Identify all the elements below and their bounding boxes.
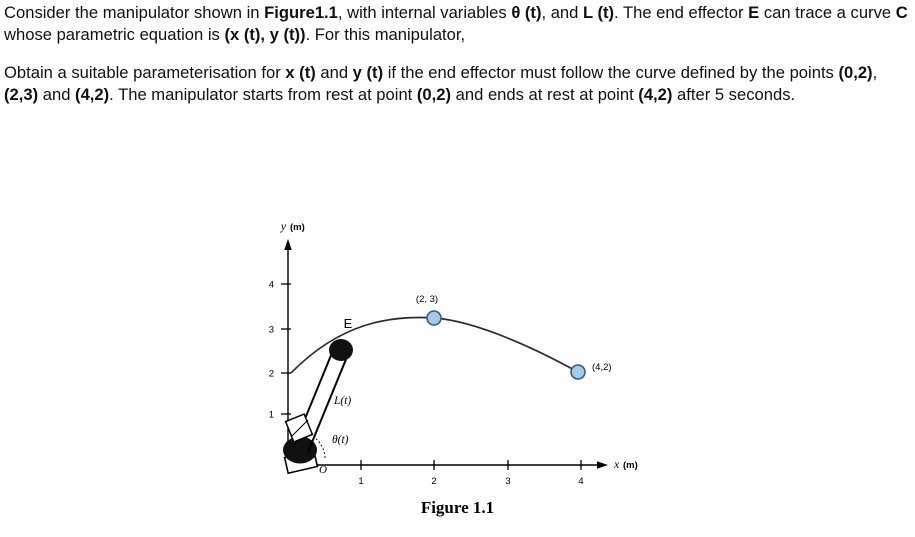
text-run: Obtain a suitable parameterisation for — [4, 62, 286, 82]
x-axis-arrow — [597, 461, 608, 469]
y-axis-label: y — [280, 221, 286, 233]
text-run: x (t) — [285, 62, 316, 82]
x-tick-label-3: 3 — [505, 476, 511, 487]
text-run: . For this manipulator, — [305, 24, 466, 44]
x-tick-label-2: 2 — [431, 476, 437, 487]
text-run: (4,2) — [75, 84, 110, 104]
text-run: , — [872, 62, 878, 82]
point-marker-end — [571, 365, 585, 379]
text-run: , and — [541, 3, 584, 22]
text-run: (x (t), y (t)) — [224, 24, 306, 44]
text-run: (0,2) — [416, 84, 452, 104]
y-tick-label-2: 2 — [268, 368, 274, 380]
text-run: E — [748, 3, 760, 22]
point-label-mid: (2, 3) — [415, 294, 439, 305]
text-run: y (t) — [352, 62, 384, 82]
text-run: if the end effector must follow the curve defined by the points — [383, 62, 839, 82]
point-marker-mid — [427, 311, 441, 325]
problem-statement — [4, 2, 912, 106]
end-effector-label: E — [343, 316, 353, 331]
origin-label: O — [319, 464, 327, 476]
manipulator-diagram — [0, 205, 915, 505]
link-length-label: L(t) — [334, 395, 352, 407]
text-run: . The end effector — [614, 3, 749, 22]
text-run: L (t) — [583, 3, 615, 22]
figure-1-1 — [0, 205, 915, 517]
y-axis-arrow — [284, 239, 292, 250]
x-axis-unit: (m) — [623, 460, 638, 471]
text-run: and ends at rest at point — [451, 84, 639, 104]
text-run: can trace a curve — [759, 3, 896, 22]
text-run: . The manipulator starts from rest at point — [109, 84, 417, 104]
text-run: C — [895, 3, 908, 22]
figure-caption: Figure 1.1 — [420, 498, 495, 517]
text-run: and — [315, 62, 353, 82]
x-tick-label-1: 1 — [358, 476, 364, 487]
paragraph-2 — [4, 62, 912, 106]
y-axis-unit: (m) — [290, 222, 305, 233]
y-tick-label-4: 4 — [268, 279, 274, 291]
text-run: (2,3) — [4, 84, 39, 104]
prismatic-slider — [286, 414, 313, 442]
text-run: (4,2) — [638, 84, 673, 104]
paragraph-1 — [4, 2, 912, 46]
x-axis-label: x — [614, 459, 620, 471]
y-tick-label-1: 1 — [268, 409, 274, 421]
end-effector-joint — [329, 339, 353, 361]
text-run: and — [38, 84, 76, 104]
text-run: after 5 seconds. — [672, 84, 796, 104]
point-label-end: (4,2) — [592, 362, 612, 373]
text-run: (0,2) — [838, 62, 873, 82]
x-tick-label-4: 4 — [578, 476, 584, 487]
joint-angle-label: θ(t) — [332, 434, 349, 446]
text-run: , with internal variables — [337, 3, 512, 22]
text-run: Figure1.1 — [264, 3, 338, 22]
text-run: Consider the manipulator shown in — [4, 3, 265, 22]
y-tick-label-3: 3 — [268, 324, 274, 336]
text-run: θ (t) — [511, 3, 542, 22]
text-run: whose parametric equation is — [4, 24, 225, 44]
